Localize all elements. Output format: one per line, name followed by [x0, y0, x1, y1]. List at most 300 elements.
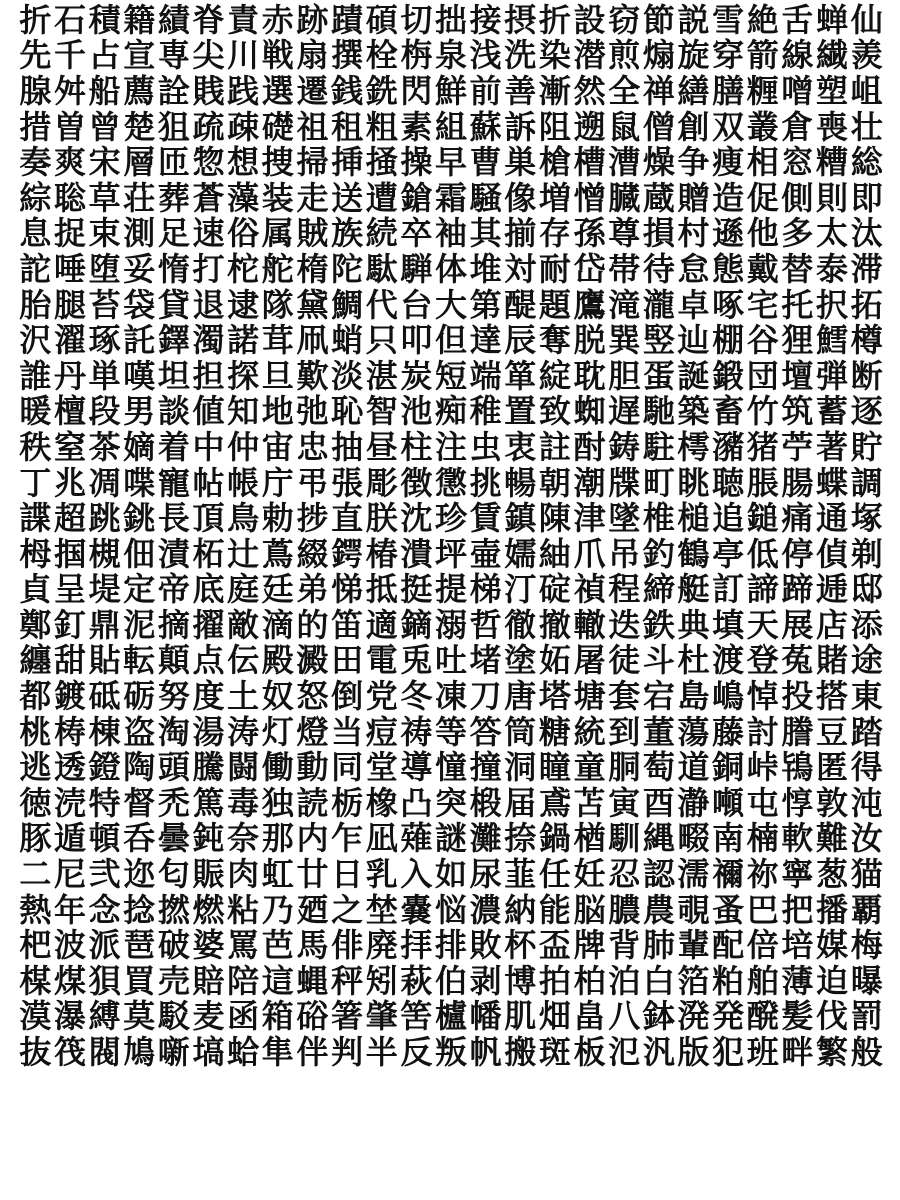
kanji-character: 段: [88, 392, 121, 431]
kanji-character: 達: [469, 321, 502, 360]
kanji-character: 曽: [53, 107, 86, 146]
kanji-character: 痴: [435, 392, 468, 431]
kanji-character: 諾: [227, 321, 260, 360]
kanji-character: 鮮: [435, 71, 468, 110]
kanji-character: 川: [227, 36, 260, 75]
kanji-character: 憧: [435, 748, 468, 787]
kanji-character: 辰: [504, 321, 537, 360]
kanji-character: 鍔: [331, 534, 364, 573]
kanji-character: 登: [746, 641, 779, 680]
kanji-character: 膳: [712, 71, 745, 110]
kanji-character: 町: [642, 463, 675, 502]
kanji-character: 黛: [296, 285, 329, 324]
kanji-character: 栴: [400, 36, 433, 75]
kanji-character: 婆: [192, 926, 225, 965]
kanji-character: 隼: [261, 1033, 294, 1072]
kanji-character: 側: [781, 178, 814, 217]
kanji-character: 槌: [677, 499, 710, 538]
kanji-character: 男: [123, 392, 156, 431]
kanji-character: 畷: [677, 819, 710, 858]
kanji-character: 熱: [19, 890, 52, 929]
kanji-character: 鷹: [573, 285, 606, 324]
kanji-character: 拍: [538, 961, 571, 1000]
kanji-character: 配: [712, 926, 745, 965]
kanji-character: 墜: [608, 499, 641, 538]
kanji-character: 波: [53, 926, 86, 965]
kanji-character: 鴇: [781, 748, 814, 787]
kanji-character: 屯: [746, 783, 779, 822]
kanji-character: 這: [261, 961, 294, 1000]
kanji-character: 挺: [400, 570, 433, 609]
kanji-character: 鱈: [816, 321, 849, 360]
kanji-character: 塘: [573, 677, 606, 716]
kanji-character: 天: [746, 605, 779, 644]
kanji-character: 認: [642, 855, 675, 894]
kanji-character: 嶋: [712, 677, 745, 716]
kanji-character: 滞: [850, 249, 883, 288]
kanji-character: 糖: [538, 712, 571, 751]
kanji-character: 能: [538, 890, 571, 929]
kanji-character: 把: [781, 890, 814, 929]
kanji-character: 貞: [19, 570, 52, 609]
kanji-character: 遁: [53, 819, 86, 858]
kanji-character: 漠: [19, 997, 52, 1036]
kanji-character: 濯: [53, 321, 86, 360]
kanji-character: 納: [504, 890, 537, 929]
kanji-character: 詮: [157, 71, 190, 110]
kanji-character: 湛: [365, 356, 398, 395]
kanji-character: 吐: [435, 641, 468, 680]
kanji-character: 湯: [192, 712, 225, 751]
kanji-character: 善: [504, 71, 537, 110]
kanji-character: 鎗: [400, 178, 433, 217]
kanji-character: 地: [261, 392, 294, 431]
kanji-character: 定: [123, 570, 156, 609]
kanji-character: 悩: [435, 890, 468, 929]
kanji-character: 中: [192, 427, 225, 466]
kanji-character: 縛: [88, 997, 121, 1036]
kanji-character: 徹: [504, 605, 537, 644]
kanji-character: 暢: [504, 463, 537, 502]
kanji-character: 歎: [296, 356, 329, 395]
kanji-character: 典: [677, 605, 710, 644]
kanji-character: 選: [261, 71, 294, 110]
kanji-character: 逃: [19, 748, 52, 787]
kanji-character: 凪: [365, 819, 398, 858]
kanji-character: 東: [850, 677, 883, 716]
kanji-character: 斗: [642, 641, 675, 680]
kanji-character: 闘: [227, 748, 260, 787]
kanji-character: 通: [816, 499, 849, 538]
kanji-character: 迩: [123, 855, 156, 894]
kanji-character: 彫: [365, 463, 398, 502]
kanji-character: 恥: [331, 392, 364, 431]
kanji-character: 途: [850, 641, 883, 680]
kanji-character: 醍: [504, 285, 537, 324]
kanji-character: 楠: [746, 819, 779, 858]
kanji-character: 繕: [677, 71, 710, 110]
kanji-character: 即: [850, 178, 883, 217]
kanji-character: 痘: [365, 712, 398, 751]
kanji-character: 鐙: [88, 748, 121, 787]
kanji-character: 大: [435, 285, 468, 324]
kanji-character: 唐: [504, 677, 537, 716]
kanji-character: 繊: [816, 36, 849, 75]
kanji-character: 斑: [538, 1033, 571, 1072]
kanji-character: 悌: [331, 570, 364, 609]
kanji-character: 息: [19, 214, 52, 253]
kanji-character: 堵: [469, 641, 502, 680]
kanji-character: 棚: [712, 321, 745, 360]
kanji-character: 沢: [19, 321, 52, 360]
kanji-character: 島: [677, 677, 710, 716]
kanji-character: 像: [504, 178, 537, 217]
kanji-character: 追: [712, 499, 745, 538]
kanji-character: 多: [781, 214, 814, 253]
kanji-character: 啄: [712, 285, 745, 324]
kanji-character: 賃: [469, 499, 502, 538]
kanji-character: 逮: [227, 285, 260, 324]
kanji-character: 蝶: [816, 463, 849, 502]
kanji-character: 亭: [712, 534, 745, 573]
character-row: [18, 180, 884, 216]
kanji-character: 如: [435, 855, 468, 894]
kanji-character: 溺: [435, 605, 468, 644]
kanji-character: 鈍: [192, 819, 225, 858]
kanji-character: 塚: [850, 499, 883, 538]
kanji-character: 呈: [53, 570, 86, 609]
kanji-character: 蝉: [816, 0, 849, 39]
kanji-character: 措: [19, 107, 52, 146]
kanji-character: 貸: [157, 285, 190, 324]
kanji-character: 煽: [642, 36, 675, 75]
kanji-character: 得: [850, 748, 883, 787]
kanji-character: 電: [365, 641, 398, 680]
kanji-character: 脊: [192, 0, 225, 39]
kanji-character: 陳: [538, 499, 571, 538]
kanji-character: 替: [781, 249, 814, 288]
kanji-character: 頓: [88, 819, 121, 858]
kanji-character: 着: [157, 427, 190, 466]
kanji-character: 掴: [53, 534, 86, 573]
kanji-character: 泥: [123, 605, 156, 644]
kanji-character: 罵: [227, 926, 260, 965]
kanji-character: 禰: [712, 855, 745, 894]
kanji-character: 洞: [504, 748, 537, 787]
kanji-character: 謄: [781, 712, 814, 751]
kanji-character: 托: [781, 285, 814, 324]
kanji-character: 楳: [19, 961, 52, 1000]
kanji-character: 速: [192, 214, 225, 253]
kanji-character: 疏: [192, 107, 225, 146]
kanji-character: 兎: [400, 641, 433, 680]
kanji-character: 鍍: [53, 677, 86, 716]
kanji-character: 廼: [296, 890, 329, 929]
kanji-character: 嬬: [504, 534, 537, 573]
kanji-character: 悼: [746, 677, 779, 716]
kanji-character: 壷: [469, 534, 502, 573]
kanji-character: 匂: [157, 855, 190, 894]
kanji-character: 談: [157, 392, 190, 431]
kanji-character: 阻: [538, 107, 571, 146]
kanji-character: 尊: [608, 214, 641, 253]
kanji-character: 背: [608, 926, 641, 965]
kanji-character: 滴: [261, 605, 294, 644]
kanji-character: 体: [435, 249, 468, 288]
kanji-character: 衷: [504, 427, 537, 466]
kanji-character: 填: [712, 605, 745, 644]
kanji-character: 績: [157, 0, 190, 39]
kanji-character: 扇: [296, 36, 329, 75]
kanji-character: 屠: [573, 641, 606, 680]
kanji-character: 頂: [192, 499, 225, 538]
kanji-character: 槍: [538, 143, 571, 182]
kanji-character: 牌: [573, 926, 606, 965]
kanji-character: 柱: [400, 427, 433, 466]
kanji-character: 砥: [88, 677, 121, 716]
character-row: [18, 714, 884, 750]
kanji-character: 袖: [435, 214, 468, 253]
kanji-character: 年: [53, 890, 86, 929]
kanji-character: 第: [469, 285, 502, 324]
kanji-character: 矧: [365, 961, 398, 1000]
kanji-character: 度: [192, 677, 225, 716]
kanji-character: 剥: [469, 961, 502, 1000]
kanji-character: 淘: [157, 712, 190, 751]
character-row: [18, 251, 884, 287]
kanji-character: 涜: [53, 783, 86, 822]
kanji-character: 発: [712, 997, 745, 1036]
kanji-character: 牒: [608, 463, 641, 502]
kanji-character: 塙: [192, 1033, 225, 1072]
kanji-character: 透: [53, 748, 86, 787]
kanji-character: 禅: [642, 71, 675, 110]
kanji-character: 炭: [400, 356, 433, 395]
kanji-character: 噌: [781, 71, 814, 110]
kanji-character: 派: [88, 926, 121, 965]
kanji-character: 停: [781, 534, 814, 573]
kanji-character: 埜: [365, 890, 398, 929]
kanji-character: 舶: [746, 961, 779, 1000]
kanji-character: 萄: [642, 748, 675, 787]
kanji-character: 蹟: [331, 0, 364, 39]
kanji-character: 縄: [642, 819, 675, 858]
kanji-character: 套: [608, 677, 641, 716]
kanji-character: 庭: [227, 570, 260, 609]
kanji-character: 叩: [400, 321, 433, 360]
kanji-character: 橡: [365, 783, 398, 822]
kanji-character: 椎: [642, 499, 675, 538]
kanji-character: 早: [435, 143, 468, 182]
kanji-character: 掻: [365, 143, 398, 182]
kanji-character: 猫: [850, 855, 883, 894]
kanji-character: 諦: [746, 570, 779, 609]
kanji-character: 匝: [157, 143, 190, 182]
kanji-character: 独: [261, 783, 294, 822]
kanji-character: 豚: [19, 819, 52, 858]
kanji-character: 董: [642, 712, 675, 751]
kanji-character: 肇: [365, 997, 398, 1036]
kanji-character: 憎: [573, 178, 606, 217]
kanji-character: 足: [157, 214, 190, 253]
kanji-character: 舌: [781, 0, 814, 39]
kanji-character: 倉: [781, 107, 814, 146]
kanji-character: 徒: [608, 641, 641, 680]
kanji-character: 廷: [261, 570, 294, 609]
kanji-character: 嘆: [123, 356, 156, 395]
kanji-character: 仙: [850, 0, 883, 39]
kanji-character: 誕: [677, 356, 710, 395]
kanji-character: 破: [157, 926, 190, 965]
kanji-character: 腸: [781, 463, 814, 502]
kanji-character: 田: [331, 641, 364, 680]
kanji-character: 超: [53, 499, 86, 538]
kanji-character: 曇: [157, 819, 190, 858]
kanji-character: 辻: [227, 534, 260, 573]
kanji-character: 銅: [712, 748, 745, 787]
kanji-character: 煎: [608, 36, 641, 75]
kanji-character: 訴: [504, 107, 537, 146]
kanji-character: 賊: [296, 214, 329, 253]
kanji-character: 踏: [850, 712, 883, 751]
kanji-character: 苔: [88, 285, 121, 324]
kanji-character: 耽: [573, 356, 606, 395]
kanji-character: 設: [573, 0, 606, 39]
kanji-character: 争: [677, 143, 710, 182]
kanji-character: 葱: [816, 855, 849, 894]
kanji-character: 伝: [227, 641, 260, 680]
kanji-character: 窓: [781, 143, 814, 182]
kanji-character: 瀦: [712, 427, 745, 466]
kanji-character: 碩: [365, 0, 398, 39]
kanji-character: 鍛: [712, 356, 745, 395]
kanji-character: 窃: [608, 0, 641, 39]
kanji-character: 薙: [400, 819, 433, 858]
kanji-character: 拙: [435, 0, 468, 39]
kanji-character: 答: [469, 712, 502, 751]
kanji-character: 髪: [781, 997, 814, 1036]
kanji-character: 続: [365, 214, 398, 253]
kanji-character: 韮: [504, 855, 537, 894]
kanji-character: 淡: [331, 356, 364, 395]
kanji-character: 漸: [538, 71, 571, 110]
kanji-character: 鄭: [19, 605, 52, 644]
kanji-character: 則: [816, 178, 849, 217]
kanji-character: 底: [192, 570, 225, 609]
kanji-character: 珍: [435, 499, 468, 538]
kanji-character: 昼: [365, 427, 398, 466]
kanji-character: 祢: [746, 855, 779, 894]
kanji-character: 賑: [192, 855, 225, 894]
kanji-character: 銭: [331, 71, 364, 110]
kanji-character: 弔: [296, 463, 329, 502]
kanji-character: 卓: [677, 285, 710, 324]
kanji-character: 想: [227, 143, 260, 182]
kanji-character: 瞳: [538, 748, 571, 787]
kanji-character: 抽: [331, 427, 364, 466]
kanji-character: 戴: [746, 249, 779, 288]
kanji-character: 盃: [538, 926, 571, 965]
kanji-character: 責: [227, 0, 260, 39]
kanji-character: 団: [746, 356, 779, 395]
kanji-character: 奏: [19, 143, 52, 182]
character-row: [18, 465, 884, 501]
kanji-character: 尿: [469, 855, 502, 894]
kanji-character: 鉄: [642, 605, 675, 644]
kanji-character: 蛋: [642, 356, 675, 395]
kanji-character: 函: [227, 997, 260, 1036]
kanji-character: 沌: [850, 783, 883, 822]
kanji-character: 畔: [781, 1033, 814, 1072]
kanji-character: 勅: [261, 499, 294, 538]
kanji-character: 代: [365, 285, 398, 324]
kanji-character: 忍: [608, 855, 641, 894]
kanji-character: 迭: [608, 605, 641, 644]
kanji-character: 台: [400, 285, 433, 324]
kanji-character: 態: [712, 249, 745, 288]
kanji-character: 鉢: [642, 997, 675, 1036]
kanji-character: 伴: [296, 1033, 329, 1072]
kanji-character: 稚: [469, 392, 502, 431]
kanji-character: 堕: [88, 249, 121, 288]
kanji-character: 狽: [88, 961, 121, 1000]
kanji-character: 提: [435, 570, 468, 609]
kanji-character: 賠: [192, 961, 225, 1000]
kanji-character: 鯛: [331, 285, 364, 324]
character-row: [18, 429, 884, 465]
kanji-character: 惰: [157, 249, 190, 288]
kanji-character: 俗: [227, 214, 260, 253]
kanji-character: 蕩: [677, 712, 710, 751]
kanji-character: 石: [53, 0, 86, 39]
kanji-character: 砺: [123, 677, 156, 716]
kanji-character: 殿: [261, 641, 294, 680]
kanji-character: 鼎: [88, 605, 121, 644]
kanji-character: 直: [331, 499, 364, 538]
kanji-character: 媒: [816, 926, 849, 965]
kanji-character: 売: [157, 961, 190, 1000]
kanji-character: 双: [712, 107, 745, 146]
kanji-character: 佃: [123, 534, 156, 573]
kanji-character: 槻: [88, 534, 121, 573]
character-row: [18, 109, 884, 145]
kanji-character: 跳: [88, 499, 121, 538]
kanji-character: 陪: [227, 961, 260, 1000]
kanji-character: 督: [123, 783, 156, 822]
character-row: [18, 322, 884, 358]
kanji-character: 賎: [192, 71, 225, 110]
kanji-character: 礎: [261, 107, 294, 146]
kanji-character: 帖: [192, 463, 225, 502]
kanji-character: 薦: [123, 71, 156, 110]
kanji-character: 銚: [123, 499, 156, 538]
kanji-character: 染: [538, 36, 571, 75]
kanji-character: 鳶: [538, 783, 571, 822]
kanji-character: 遡: [573, 107, 606, 146]
kanji-character: 篤: [192, 783, 225, 822]
kanji-character: 蒼: [192, 178, 225, 217]
kanji-character: 蛤: [227, 1033, 260, 1072]
character-row: [18, 358, 884, 394]
kanji-character: 党: [365, 677, 398, 716]
kanji-character: 朕: [365, 499, 398, 538]
kanji-character: 船: [88, 71, 121, 110]
kanji-character: 酉: [642, 783, 675, 822]
kanji-character: 敗: [469, 926, 502, 965]
kanji-character: 乃: [261, 890, 294, 929]
kanji-character: 弛: [296, 392, 329, 431]
kanji-character: 撰: [331, 36, 364, 75]
